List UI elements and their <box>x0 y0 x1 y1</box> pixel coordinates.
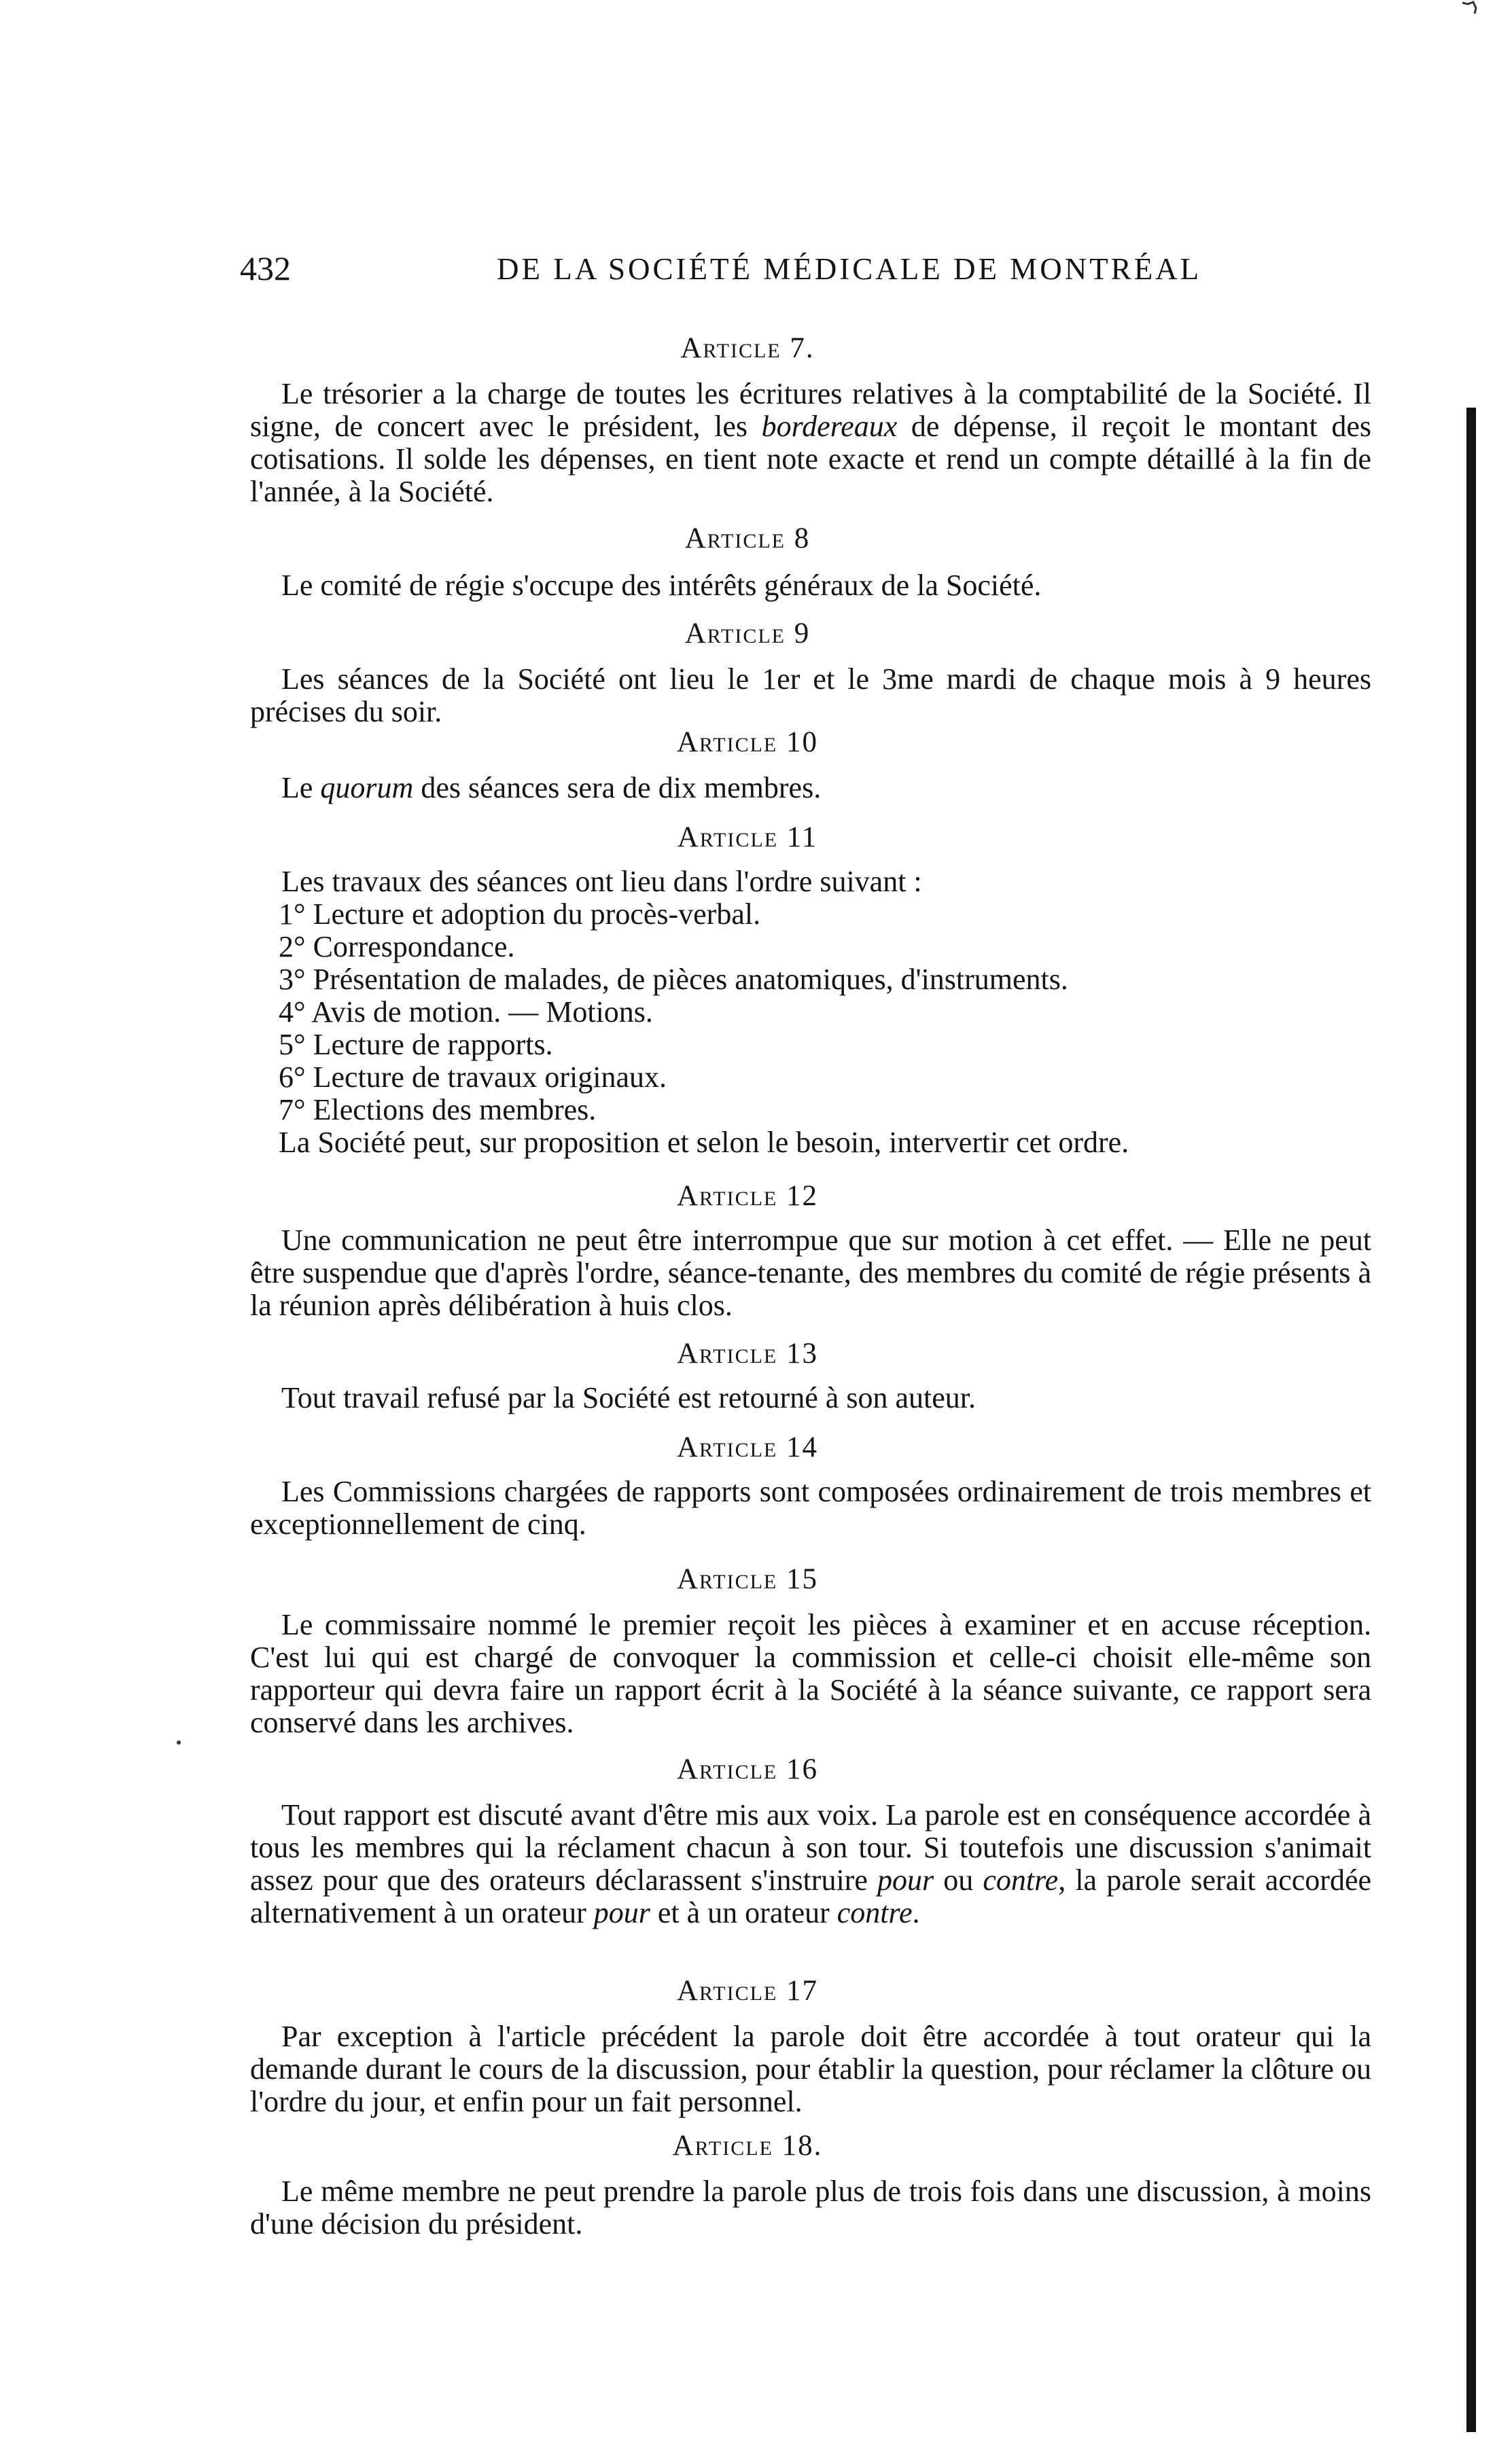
list-item: 3° Présentation de malades, de pièces anatomiques, d'instruments. <box>279 963 1068 996</box>
italic-term: pour <box>593 1896 650 1929</box>
list-item: 2° Correspondance. <box>279 930 515 963</box>
stray-dot <box>177 1740 181 1745</box>
article-text: Tout travail refusé par la Société est retourné à son auteur. <box>281 1381 976 1414</box>
article-heading: Article 8 <box>684 522 811 554</box>
article-text: Tout rapport est discuté avant d'être mis aux voix. La parole est en conséquence accordée à tous les membres qui la réclament chacun à son tour. Si toutefois une discussion s'animait assez pour que des orateurs déclarassent s'instruire pour ou contre, la parole serait accordée alternativement à un orateur pour et à un orateur contre. <box>250 1798 1371 1929</box>
article-heading: Article 10 <box>677 726 818 758</box>
article-note: La Société peut, sur proposition et selon le besoin, intervertir cet ordre. <box>279 1126 1129 1159</box>
page-header <box>240 249 1205 289</box>
list-item: 1° Lecture et adoption du procès-verbal. <box>279 897 761 931</box>
page-number: 432 <box>240 249 291 287</box>
article-text: Le même membre ne peut prendre la parole plus de trois fois dans une discussion, à moins d'une décision du président. <box>250 2175 1371 2240</box>
article-heading: Article 11 <box>677 821 818 853</box>
article-text: Par exception à l'article précédent la parole doit être accordée à tout orateur qui la demande durant le cours de la discussion, pour établir la question, pour réclamer la clôture ou l'ordre du jour, et enfin pour un fait personnel. <box>250 2020 1371 2118</box>
article-heading: Article 18. <box>672 2130 823 2162</box>
italic-term: bordereaux <box>761 410 898 443</box>
article-heading: Article 12 <box>677 1180 818 1212</box>
article-text: Le comité de régie s'occupe des intérêts généraux de la Société. <box>281 569 1042 602</box>
italic-term: contre <box>837 1896 913 1929</box>
article-heading: Article 17 <box>677 1975 818 2007</box>
list-item: 7° Elections des membres. <box>279 1093 597 1126</box>
article-text: Une communication ne peut être interrompue que sur motion à cet effet. — Elle ne peut être suspendue que d'après l'ordre, séance-tenante, des membres du comité de régie présents à la réunion après délibération à huis clos. <box>250 1224 1371 1322</box>
article-text: Les Commissions chargées de rapports sont composées ordinairement de trois membres et exceptionnellement de cinq. <box>250 1475 1371 1541</box>
article-heading: Article 14 <box>677 1431 818 1463</box>
article-text: Les séances de la Société ont lieu le 1er et le 3me mardi de chaque mois à 9 heures précises du soir. <box>250 662 1371 728</box>
order-list <box>279 898 1373 1126</box>
italic-term: pour <box>877 1863 934 1897</box>
running-title: DE LA SOCIÉTÉ MÉDICALE DE MONTRÉAL <box>497 252 1202 286</box>
article-text: Le trésorier a la charge de toutes les écritures relatives à la comptabilité de la Société. Il signe, de concert avec le président, les bordereaux de dépense, il reçoit le montant des cotisations. Il solde les dépenses, en tient note exacte et rend un compte détaillé à la fin de l'année, à la Société. <box>250 377 1371 508</box>
list-item: 5° Lecture de rapports. <box>279 1028 553 1061</box>
article-heading: Article 15 <box>677 1563 818 1595</box>
article-heading: Article 13 <box>677 1338 818 1370</box>
article-text: Le commissaire nommé le premier reçoit les pièces à examiner et en accuse réception. C'est lui qui est chargé de convoquer la commission et celle-ci choisit elle-même son rapporteur qui devra faire un rapport écrit à la Société à la séance suivante, ce rapport sera conservé dans les archives. <box>250 1608 1371 1739</box>
article-heading: Article 9 <box>684 618 811 649</box>
list-item: 6° Lecture de travaux originaux. <box>279 1060 667 1094</box>
italic-term: quorum <box>320 771 414 804</box>
article-heading: Article 16 <box>677 1753 818 1785</box>
article-heading: Article 7. <box>680 332 815 364</box>
binding-edge <box>1466 408 1476 2432</box>
article-text: Le quorum des séances sera de dix membres. <box>281 771 822 804</box>
corner-mark <box>1461 0 1479 15</box>
italic-term: contre <box>983 1863 1059 1897</box>
list-item: 4° Avis de motion. — Motions. <box>279 995 653 1029</box>
article-intro: Les travaux des séances ont lieu dans l'ordre suivant : <box>281 865 922 898</box>
